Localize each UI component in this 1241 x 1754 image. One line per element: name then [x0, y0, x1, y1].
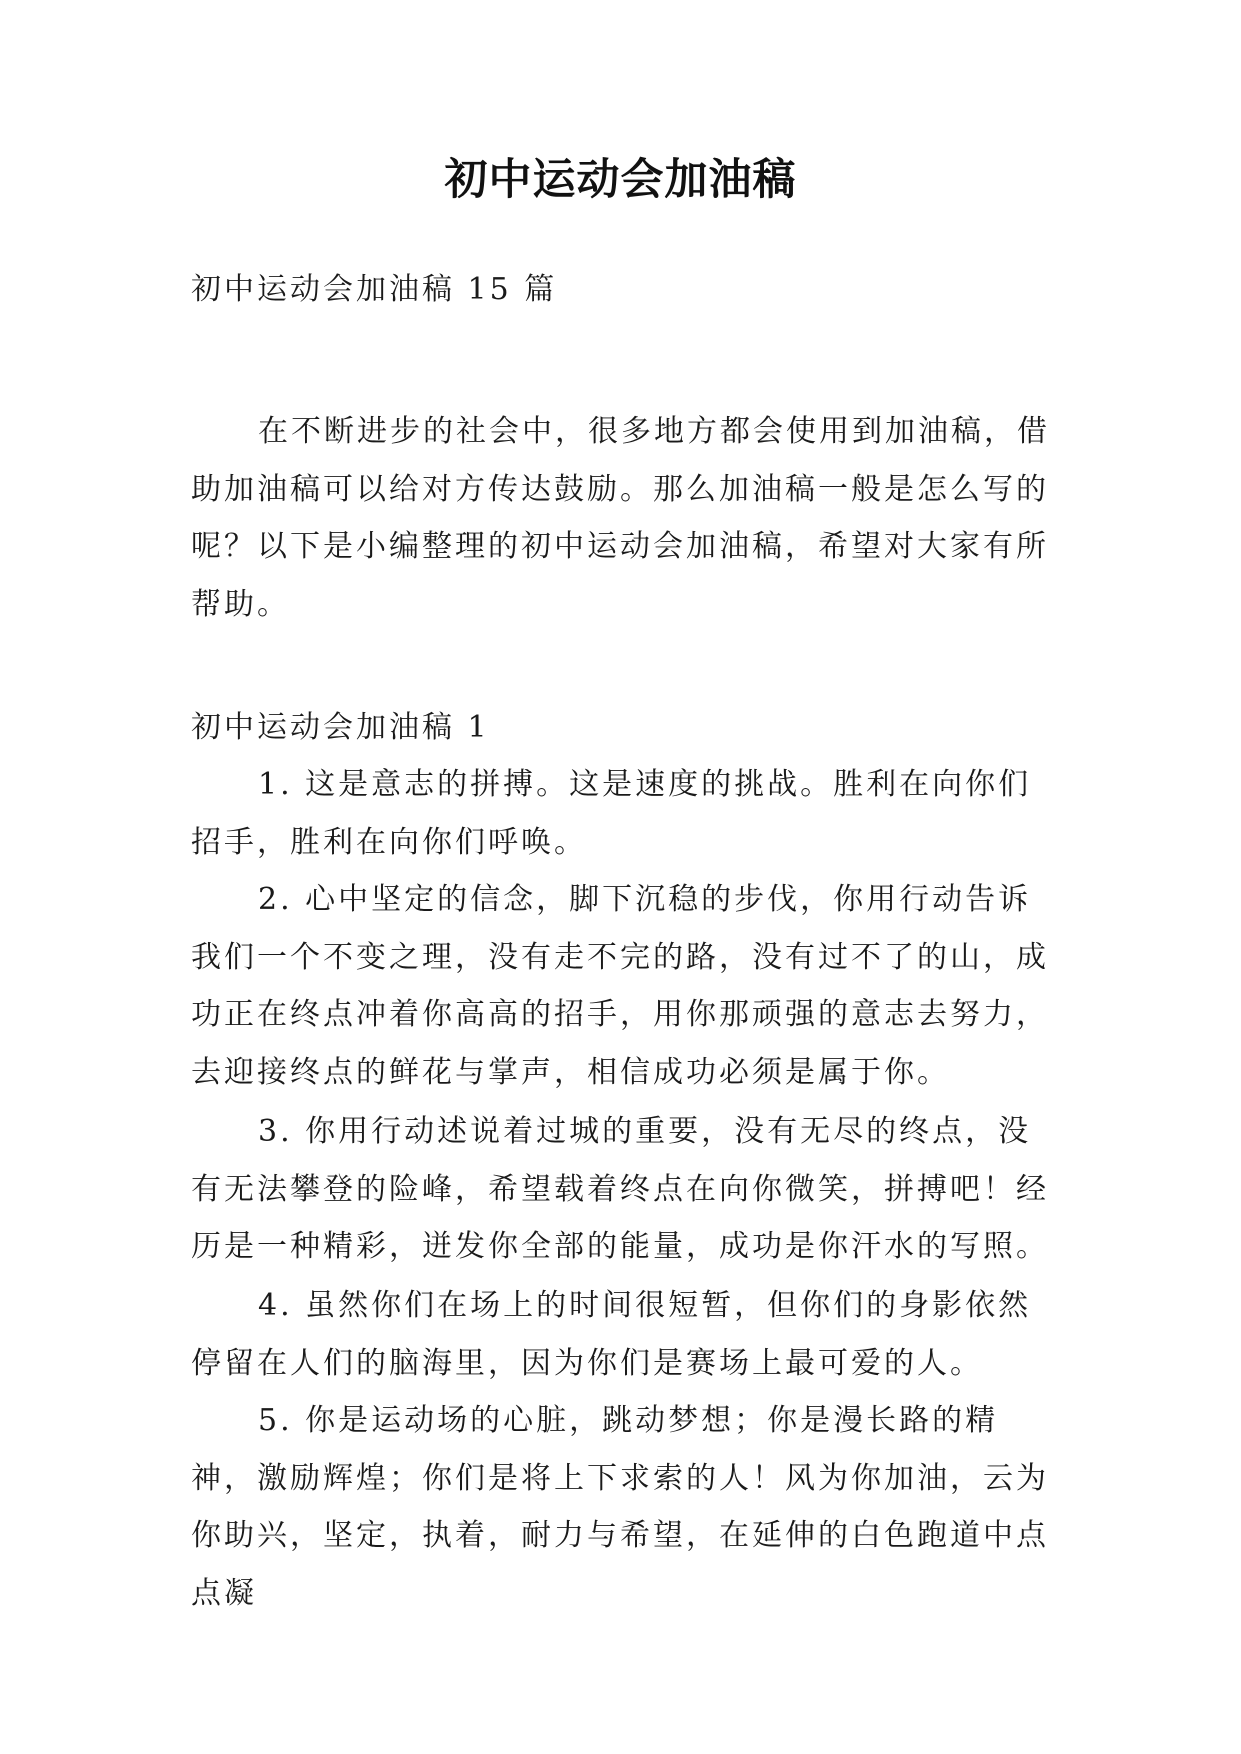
cheer-item-2: 2. 心中坚定的信念，脚下沉稳的步伐，你用行动告诉我们一个不变之理，没有走不完的路，没有过不了的山，成功正在终点冲着你高高的招手，用你那顽强的意志去努力，去迎接终点的鲜花与掌声，相信成功必须是属于你。: [191, 882, 1049, 1090]
section-heading: 初中运动会加油稿 1: [191, 710, 490, 745]
cheer-item-1: 1. 这是意志的拼搏。这是速度的挑战。胜利在向你们招手，胜利在向你们呼唤。: [191, 767, 1032, 860]
document-title: 初中运动会加油稿: [444, 155, 797, 205]
cheer-item-5: 5. 你是运动场的心脏，跳动梦想；你是漫长路的精神，激励辉煌；你们是将上下求索的人！风为你加油，云为你助兴，坚定，执着，耐力与希望，在延伸的白色跑道中点点凝: [191, 1403, 1049, 1611]
cheer-item-3: 3. 你用行动述说着过城的重要，没有无尽的终点，没有无法攀登的险峰，希望载着终点在向你微笑，拼搏吧！经历是一种精彩，迸发你全部的能量，成功是你汗水的写照。: [191, 1114, 1049, 1264]
intro-paragraph: 在不断进步的社会中，很多地方都会使用到加油稿，借助加油稿可以给对方传达鼓励。那么加油稿一般是怎么写的呢？以下是小编整理的初中运动会加油稿，希望对大家有所帮助。: [191, 414, 1050, 622]
document-subtitle: 初中运动会加油稿 15 篇: [191, 272, 558, 307]
cheer-item-4: 4. 虽然你们在场上的时间很短暂，但你们的身影依然停留在人们的脑海里，因为你们是赛场上最可爱的人。: [191, 1288, 1032, 1381]
